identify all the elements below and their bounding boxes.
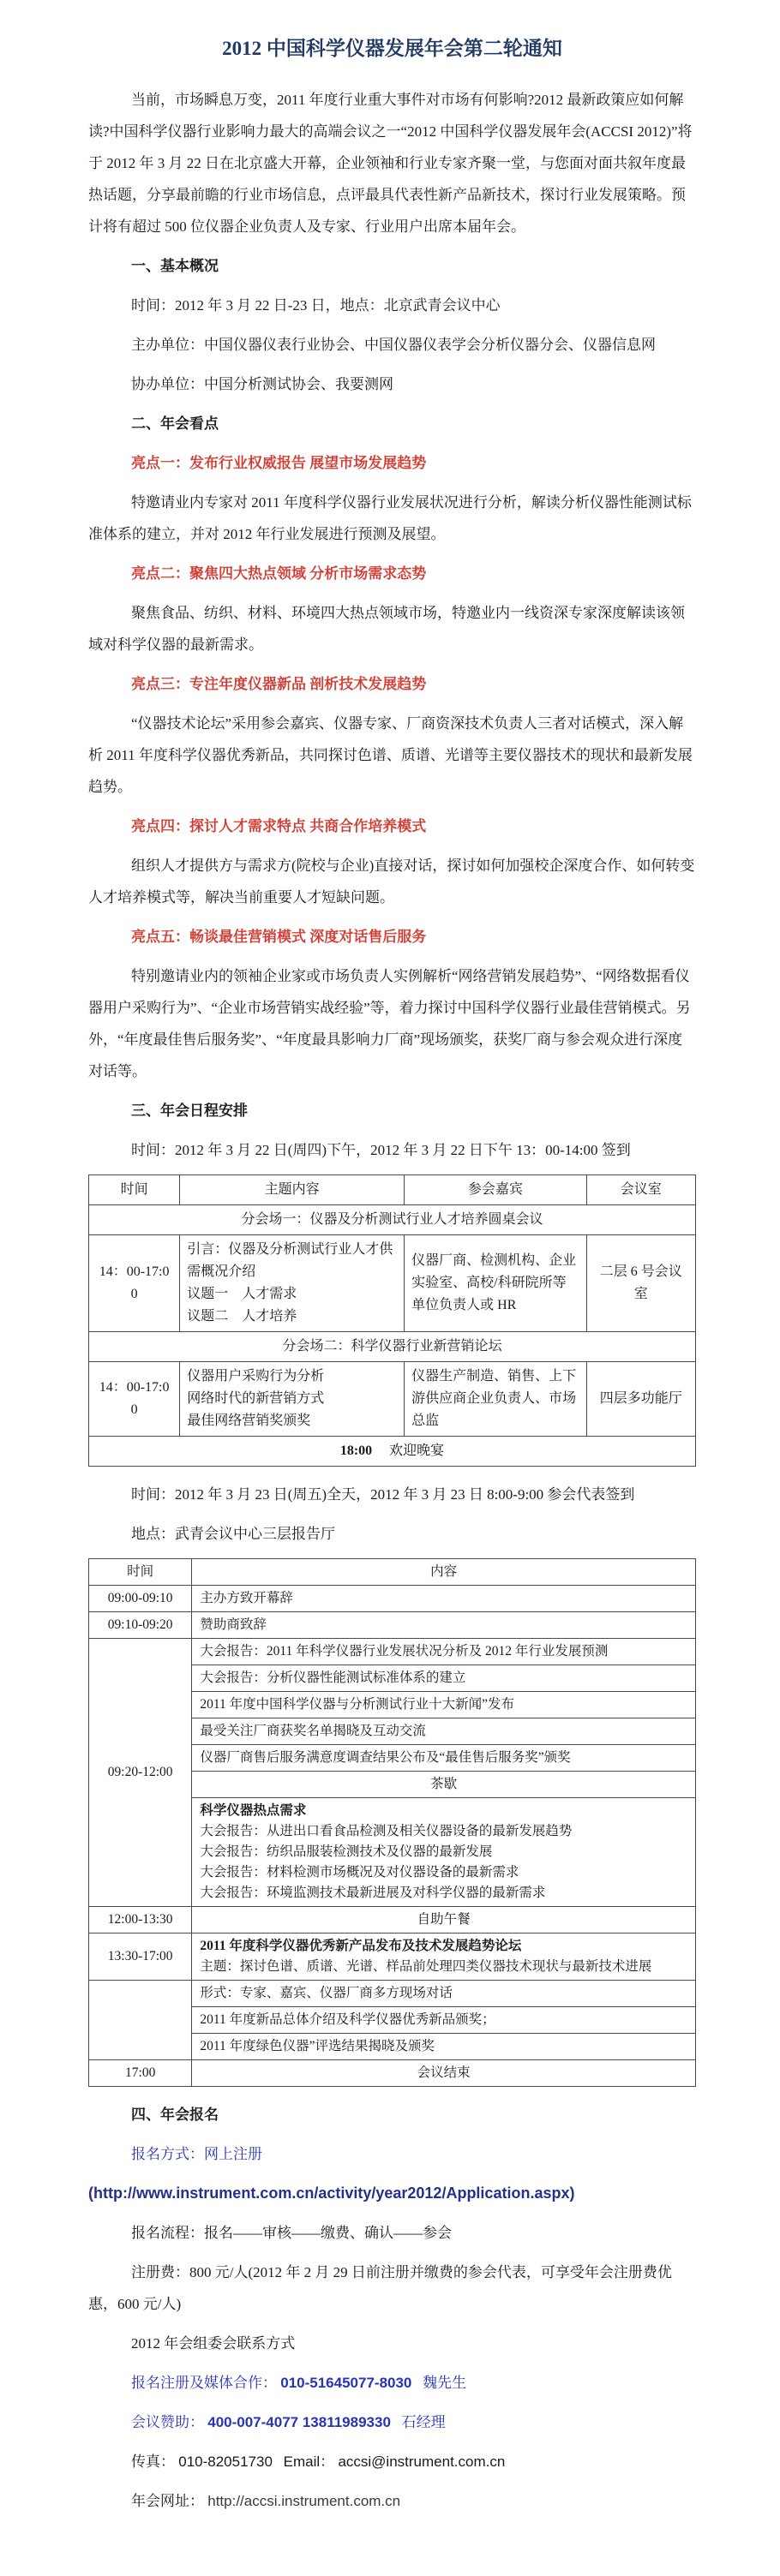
lunch-content: 自助午餐 [192,1907,696,1933]
dinner-label: 欢迎晚宴 [389,1443,445,1458]
session2-topic-1: 仪器用户采购行为分析 [187,1369,325,1384]
registration-url-link[interactable]: (http://www.instrument.com.cn/activity/year2012/Application.aspx) [88,2185,575,2202]
lunch-row [89,1907,696,1933]
forum-item-1: 形式：专家、嘉宾、仪器厂商多方现场对话 [192,1981,696,2007]
highlight-3-title: 亮点三：专注年度仪器新品 剖析技术发展趋势 [131,676,427,692]
website-url-link[interactable]: http://accsi.instrument.com.cn [207,2493,401,2509]
table2-row-sponsor [89,1612,696,1639]
section1-heading: 一、基本概况 [131,258,219,274]
session2-row [89,1362,696,1437]
hot-demand-item-4: 大会报告：环境监测技术最新进展及对科学仪器的最新需求 [200,1886,546,1900]
forum-title: 2011 年度科学仪器优秀新产品发布及技术发展趋势论坛 [200,1939,522,1953]
registration-method-line: 报名方式：网上注册 [131,2146,262,2162]
highlight-3 [88,668,696,803]
website-line [88,2485,696,2517]
session2-room: 四层多功能厅 [586,1362,695,1437]
lunch-time: 12:00-13:30 [89,1907,192,1933]
dinner-cell [89,1437,696,1467]
dinner-time: 18:00 [339,1443,373,1458]
hot-demand-item-2: 大会报告：纺织品服装检测技术及仪器的最新发展 [200,1844,493,1859]
hot-demand-item-3: 大会报告：材料检测市场概况及对仪器设备的最新需求 [200,1865,519,1880]
fax-number: 010-82051730 [178,2453,273,2470]
tea-break-cell: 茶歇 [192,1772,696,1798]
morning-item-3: 2011 年度中国科学仪器与分析测试行业十大新闻”发布 [192,1692,696,1718]
session2-topics [180,1362,405,1437]
contact-sponsorship-phone: 400-007-4077 13811989330 [207,2414,391,2430]
session1-title-row [89,1205,696,1235]
forum-time: 13:30-17:00 [89,1933,192,1981]
contact-sponsorship-label: 会议赞助： [131,2414,204,2430]
email-address: accsi@instrument.com.cn [338,2453,506,2470]
contact-registration-name: 魏先生 [423,2375,467,2391]
table2-header-time: 时间 [89,1559,192,1586]
session1-guests: 仪器厂商、检测机构、企业实验室、高校/科研院所等单位负责人或 HR [405,1235,586,1332]
table2-header-content: 内容 [192,1559,696,1586]
opening-time: 09:00-09:10 [89,1586,192,1612]
contact-sponsorship-name: 石经理 [401,2414,446,2430]
highlight-5 [88,921,696,1087]
session2-topic-3: 最佳网络营销奖颁奖 [187,1414,311,1428]
highlight-1-body: 特邀请业内专家对 2011 年度科学仪器行业发展状况进行分析，解读分析仪器性能测试标准体系的建立，并对 2012 年行业发展进行预测及展望。 [88,494,692,542]
highlight-1 [88,447,696,550]
session2-guests: 仪器生产制造、销售、上下游供应商企业负责人、市场总监 [405,1362,586,1437]
table1-header-time: 时间 [89,1175,180,1205]
highlight-2 [88,558,696,660]
morning-item-1: 大会报告：2011 年科学仪器行业发展状况分析及 2012 年行业发展预测 [192,1639,696,1665]
table1-header-topic: 主题内容 [180,1175,405,1205]
highlight-2-body: 聚焦食品、纺织、材料、环境四大热点领域市场，特邀业内一线资深专家深度解读该领域对科学仪器的最新需求。 [88,605,685,653]
highlight-4-body: 组织人才提供方与需求方(院校与企业)直接对话，探讨如何加强校企深度合作、如何转变人才培养模式等，解决当前重要人才短缺问题。 [88,858,695,905]
session1-topic-1: 引言：仪器及分析测试行业人才供需概况介绍 [187,1242,393,1279]
dinner-row [89,1437,696,1467]
website-label: 年会网址： [131,2493,204,2509]
forum-item-2: 2011 年度新品总体介绍及科学仪器优秀新品颁奖； [192,2007,696,2034]
contact-registration-line [88,2367,696,2399]
highlight-2-title: 亮点二：聚焦四大热点领域 分析市场需求态势 [131,565,427,582]
morning-block-time: 09:20-12:00 [89,1639,192,1907]
table1-header-room: 会议室 [586,1175,695,1205]
day2-schedule-table [88,1558,696,2087]
section1-time-place: 时间：2012 年 3 月 22 日-23 日，地点：北京武青会议中心 [131,297,501,314]
hot-demand-item-1: 大会报告：从进出口看食品检测及相关仪器设备的最新发展趋势 [200,1824,573,1838]
hot-demand-cell [192,1798,696,1907]
session1-title: 分会场一：仪器及分析测试行业人才培养圆桌会议 [89,1205,696,1235]
session2-title: 分会场二：科学仪器行业新营销论坛 [89,1332,696,1362]
fax-label: 传真： [131,2453,175,2470]
closing-content: 会议结束 [192,2060,696,2087]
contact-registration-label: 报名注册及媒体合作： [131,2375,277,2391]
session2-title-row [89,1332,696,1362]
section2-heading: 二、年会看点 [131,415,219,432]
sponsor-time: 09:10-09:20 [89,1612,192,1639]
morning-item-2: 大会报告：分析仪器性能测试标准体系的建立 [192,1665,696,1692]
highlight-4 [88,810,696,913]
highlight-1-title: 亮点一：发布行业权威报告 展望市场发展趋势 [131,455,427,471]
section1-co-organizers: 协办单位：中国分析测试协会、我要测网 [131,376,393,392]
day2-place-line: 地点：武青会议中心三层报告厅 [131,1526,335,1542]
morning-block-row-1 [89,1639,696,1665]
forum-cell [192,1933,696,1981]
section4-heading: 四、年会报名 [131,2107,219,2123]
hot-demand-title: 科学仪器热点需求 [200,1803,307,1818]
highlight-3-body: “仪器技术论坛”采用参会嘉宾、仪器专家、厂商资深技术负责人三者对话模式，深入解析 2011 年度科学仪器优秀新品，共同探讨色谱、质谱、光谱等主要仪器技术的现状和最新发展趋势。 [88,715,693,795]
section3-heading: 三、年会日程安排 [131,1103,248,1119]
forum-sub-row-1 [89,1981,696,2007]
forum-empty-time [89,1981,192,2060]
closing-row [89,2060,696,2087]
session1-time: 14：00-17:00 [89,1235,180,1332]
session1-topic-3: 议题二 人才培养 [187,1309,297,1324]
forum-row [89,1933,696,1981]
table1-header-row [89,1175,696,1205]
session2-time: 14：00-17:00 [89,1362,180,1437]
forum-subtitle: 主题：探讨色谱、质谱、光谱、样品前处理四类仪器技术现状与最新技术进展 [200,1959,652,1974]
day1-time-line: 时间：2012 年 3 月 22 日(周四)下午，2012 年 3 月 22 日下午 13：00-14:00 签到 [131,1142,631,1158]
day2-time-line: 时间：2012 年 3 月 23 日(周五)全天，2012 年 3 月 23 日 8:00-9:00 参会代表签到 [131,1486,635,1503]
sponsor-content: 赞助商致辞 [192,1612,696,1639]
table2-row-opening [89,1586,696,1612]
page-title: 2012 中国科学仪器发展年会第二轮通知 [222,38,562,59]
opening-content: 主办方致开幕辞 [192,1586,696,1612]
session2-topic-2: 网络时代的新营销方式 [187,1391,325,1406]
committee-contact-heading: 2012 年会组委会联系方式 [131,2335,296,2352]
morning-item-4: 最受关注厂商获奖名单揭晓及互动交流 [192,1718,696,1745]
contact-registration-phone: 010-51645077-8030 [280,2375,412,2391]
session1-room: 二层 6 号会议室 [586,1235,695,1332]
morning-item-5: 仪器厂商售后服务满意度调查结果公布及“最佳售后服务奖”颁奖 [192,1745,696,1772]
table1-header-guests: 参会嘉宾 [405,1175,586,1205]
email-label: Email： [283,2453,335,2470]
registration-fee-line: 注册费：800 元/人(2012 年 2 月 29 日前注册并缴费的参会代表，可享受年会注册费优惠，600 元/人) [88,2264,672,2312]
session1-topics [180,1235,405,1332]
contact-sponsorship-line [88,2406,696,2438]
highlight-5-title: 亮点五：畅谈最佳营销模式 深度对话售后服务 [131,929,427,945]
highlight-4-title: 亮点四：探讨人才需求特点 共商合作培养模式 [131,818,427,834]
session1-row [89,1235,696,1332]
table2-header-row [89,1559,696,1586]
forum-item-3: 2011 年度绿色仪器”评选结果揭晓及颁奖 [192,2034,696,2060]
fax-email-line [88,2446,696,2477]
session1-topic-2: 议题一 人才需求 [187,1287,297,1301]
closing-time: 17:00 [89,2060,192,2087]
highlight-5-body: 特别邀请业内的领袖企业家或市场负责人实例解析“网络营销发展趋势”、“网络数据看仪器用户采购行为”、“企业市场营销实战经验”等，着力探讨中国科学仪器行业最佳营销模式。另外，“年度最佳售后服务奖”、“年度最具影响力厂商”现场颁奖，获奖厂商与参会观众进行深度对话等。 [88,968,691,1079]
intro-paragraph: 当前，市场瞬息万变，2011 年度行业重大事件对市场有何影响?2012 最新政策应如何解读?中国科学仪器行业影响力最大的高端会议之一“2012 中国科学仪器发展年会(ACCSI 2012)”将于 2012 年 3 月 22 日在北京盛大开幕，企业领袖和行业专家齐聚一堂，与您面对面共叙年度最热话题，分享最前瞻的行业市场信息，点评最具代表性新产品新技术，探讨行业发展策略。预计将有超过 500 位仪器企业负责人及专家、行业用户出席本届年会。 [88,92,693,235]
section1-organizers: 主办单位：中国仪器仪表行业协会、中国仪器仪表学会分析仪器分会、仪器信息网 [131,337,656,353]
day1-schedule-table [88,1174,696,1467]
registration-flow-line: 报名流程：报名——审核——缴费、确认——参会 [131,2225,452,2241]
